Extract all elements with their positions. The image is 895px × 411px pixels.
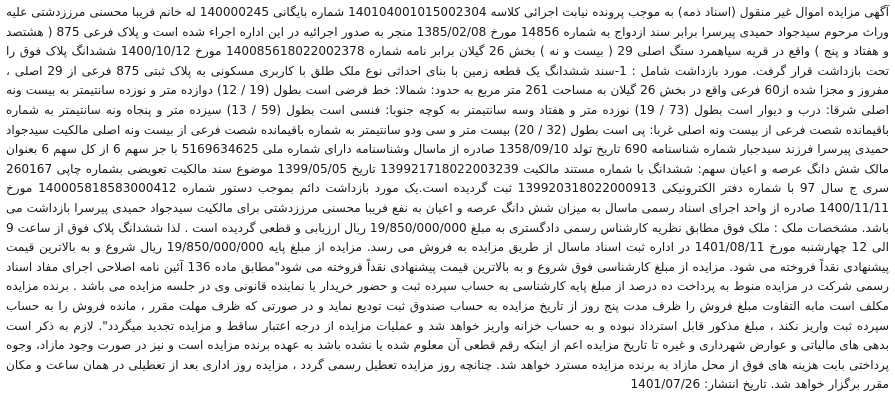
notice-text: آگهی مزایده اموال غیر منقول (اسناد ذمه) به موجب پرونده نیابت اجرائی کلاسه 140104001015002304 شماره بایگانی 140000245 له خانم فریبا محسنی مرززدشتی علیه وراث مرحوم سیدجواد حمیدی پیرسرا برابر سند ازدواج به شماره 14856 مورخ 1385/02/08 منجر به صدور اجرائیه در این اداره اجراء شده است و پلاک فرعی 875 ( هشتصد و هفتاد و پنج ) واقع در قریه سیاهمرد سنگ اصلی 29 ( بیست و نه ) بخش 26 گیلان برابر نامه شماره 140085618022002378 مورخ 1400/10/12 ششدانگ پلاک فوق را تحت بازداشت قرار گرفت. مورد بازداشت شامل : 1-سند ششدانگ یک قطعه زمین با بنای احداثی نوع ملک طلق با کاربری مسکونی به پلاک ثبتی 875 فرعی از 29 اصلی ، مفروز و مجزا شده از60 فرعی واقع در بخش 26 گیلان به مساحت 261 متر مربع به حدود: شمالا: خط فرضی است بطول (19 / 12) دوازده متر و نوزده سانتیمتر به بیست ونه اصلی شرقا: درب و دیوار است بطول (73 / 19) نوزده متر و هفتاد وسه سانتیمتر به کوچه جنوبا: فنسی است بطول (59 / 13) سیزده متر و پنجاه ونه سانتیمتر به شماره باقیمانده شصت فرعی از بیست ونه اصلی غربا: پی است بطول (32 / 20) بیست متر و سی ودو سانتیمتر به شماره باقیمانده شصت فرعی از بیست ونه اصلی مالکیت سیدجواد حمیدی پیرسرا فرزند سیدجبار شماره شناسنامه 690 تاریخ تولد 1358/09/10 صادره از ماسال وشناسنامه دارای شماره ملی 5169634625 با جز سهم 6 از کل سهم 6 بعنوان مالک شش دانگ عرصه و اعیان سهم: ششدانگ با شماره مستند مالکیت 139921718022003239 تاریخ 1399/05/05 موضوع سند مالکیت تعویضی بشماره چاپی 260167 سری ج سال 97 با شماره دفتر الکترونیکی 139920318022000913 ثبت گردیده است.یک مورد بازداشت دائم بموجب دستور شماره 140005818583000412 مورخ 1400/11/11 صادره از واحد اجرای اسناد رسمی ماسال به میزان شش دانگ عرصه و اعیان به نفع فریبا محسنی مرززدشتی برای مالکیت سیدجواد حمیدی پیرسرا بازداشت می باشد. مشخصات ملک : ملک فوق مطابق نظریه کارشناس رسمی دادگستری به مبلغ 19/850/000/000 ریال ارزیابی و قطعی گردیده است . لذا ششدانگ پلاک فوق از ساعت 9 الی 12 چهارشنبه مورخ 1401/08/11 در اداره ثبت اسناد ماسال از طریق مزایده به فروش می رسد. مزایده از مبلغ پایه 19/850/000/000 ریال شروع و به بالاترین قیمت پیشنهادی نقداً فروخته می شود. مزایده از مبلغ کارشناسی فوق شروع و به بالاترین قیمت پیشنهادی نقداً فروخته می شود"مطابق ماده 136 آئین نامه اصلاحی اجرای مفاد اسناد رسمی شرکت در مزایده منوط به پرداخت ده درصد از مبلغ پایه کارشناسی به حساب سپرده ثبت و حضور خریدار یا نماینده قانونی وی در جلسه مزایده می باشد . برنده مزایده مکلف است مابه التفاوت مبلغ فروش را ظرف مدت پنج روز از تاریخ مزایده به حساب صندوق ثبت تودیع نماید و در صورتی که ظرف مهلت مقرر ، مانده فروش را به حساب سپرده ثبت واریز نکند ، مبلغ مذکور قابل استرداد نبوده و به حساب خزانه واریز خواهد شد و عملیات مزایده از درجه اعتبار ساقط و مزایده تجدید میگردد". لازم به ذکر است بدهی های مالیاتی و عوارض شهرداری و غیره تا تاریخ مزایده اعم از اینکه رقم قطعی آن معلوم شده یا نشده باشد به عهده برنده مزایده است و نیز در صورت وجود مازاد، وجوه پرداختی بابت هزینه های فوق از محل مازاد به برنده مزایده مسترد خواهد شد. چنانچه روز مزایده تعطیل رسمی گردد ، مزایده روز اداری بعد از تعطیلی در همان ساعت و مکان مقرر برگزار خواهد شد. تاریخ انتشار: 1401/07/26 (6, 5, 890, 392)
